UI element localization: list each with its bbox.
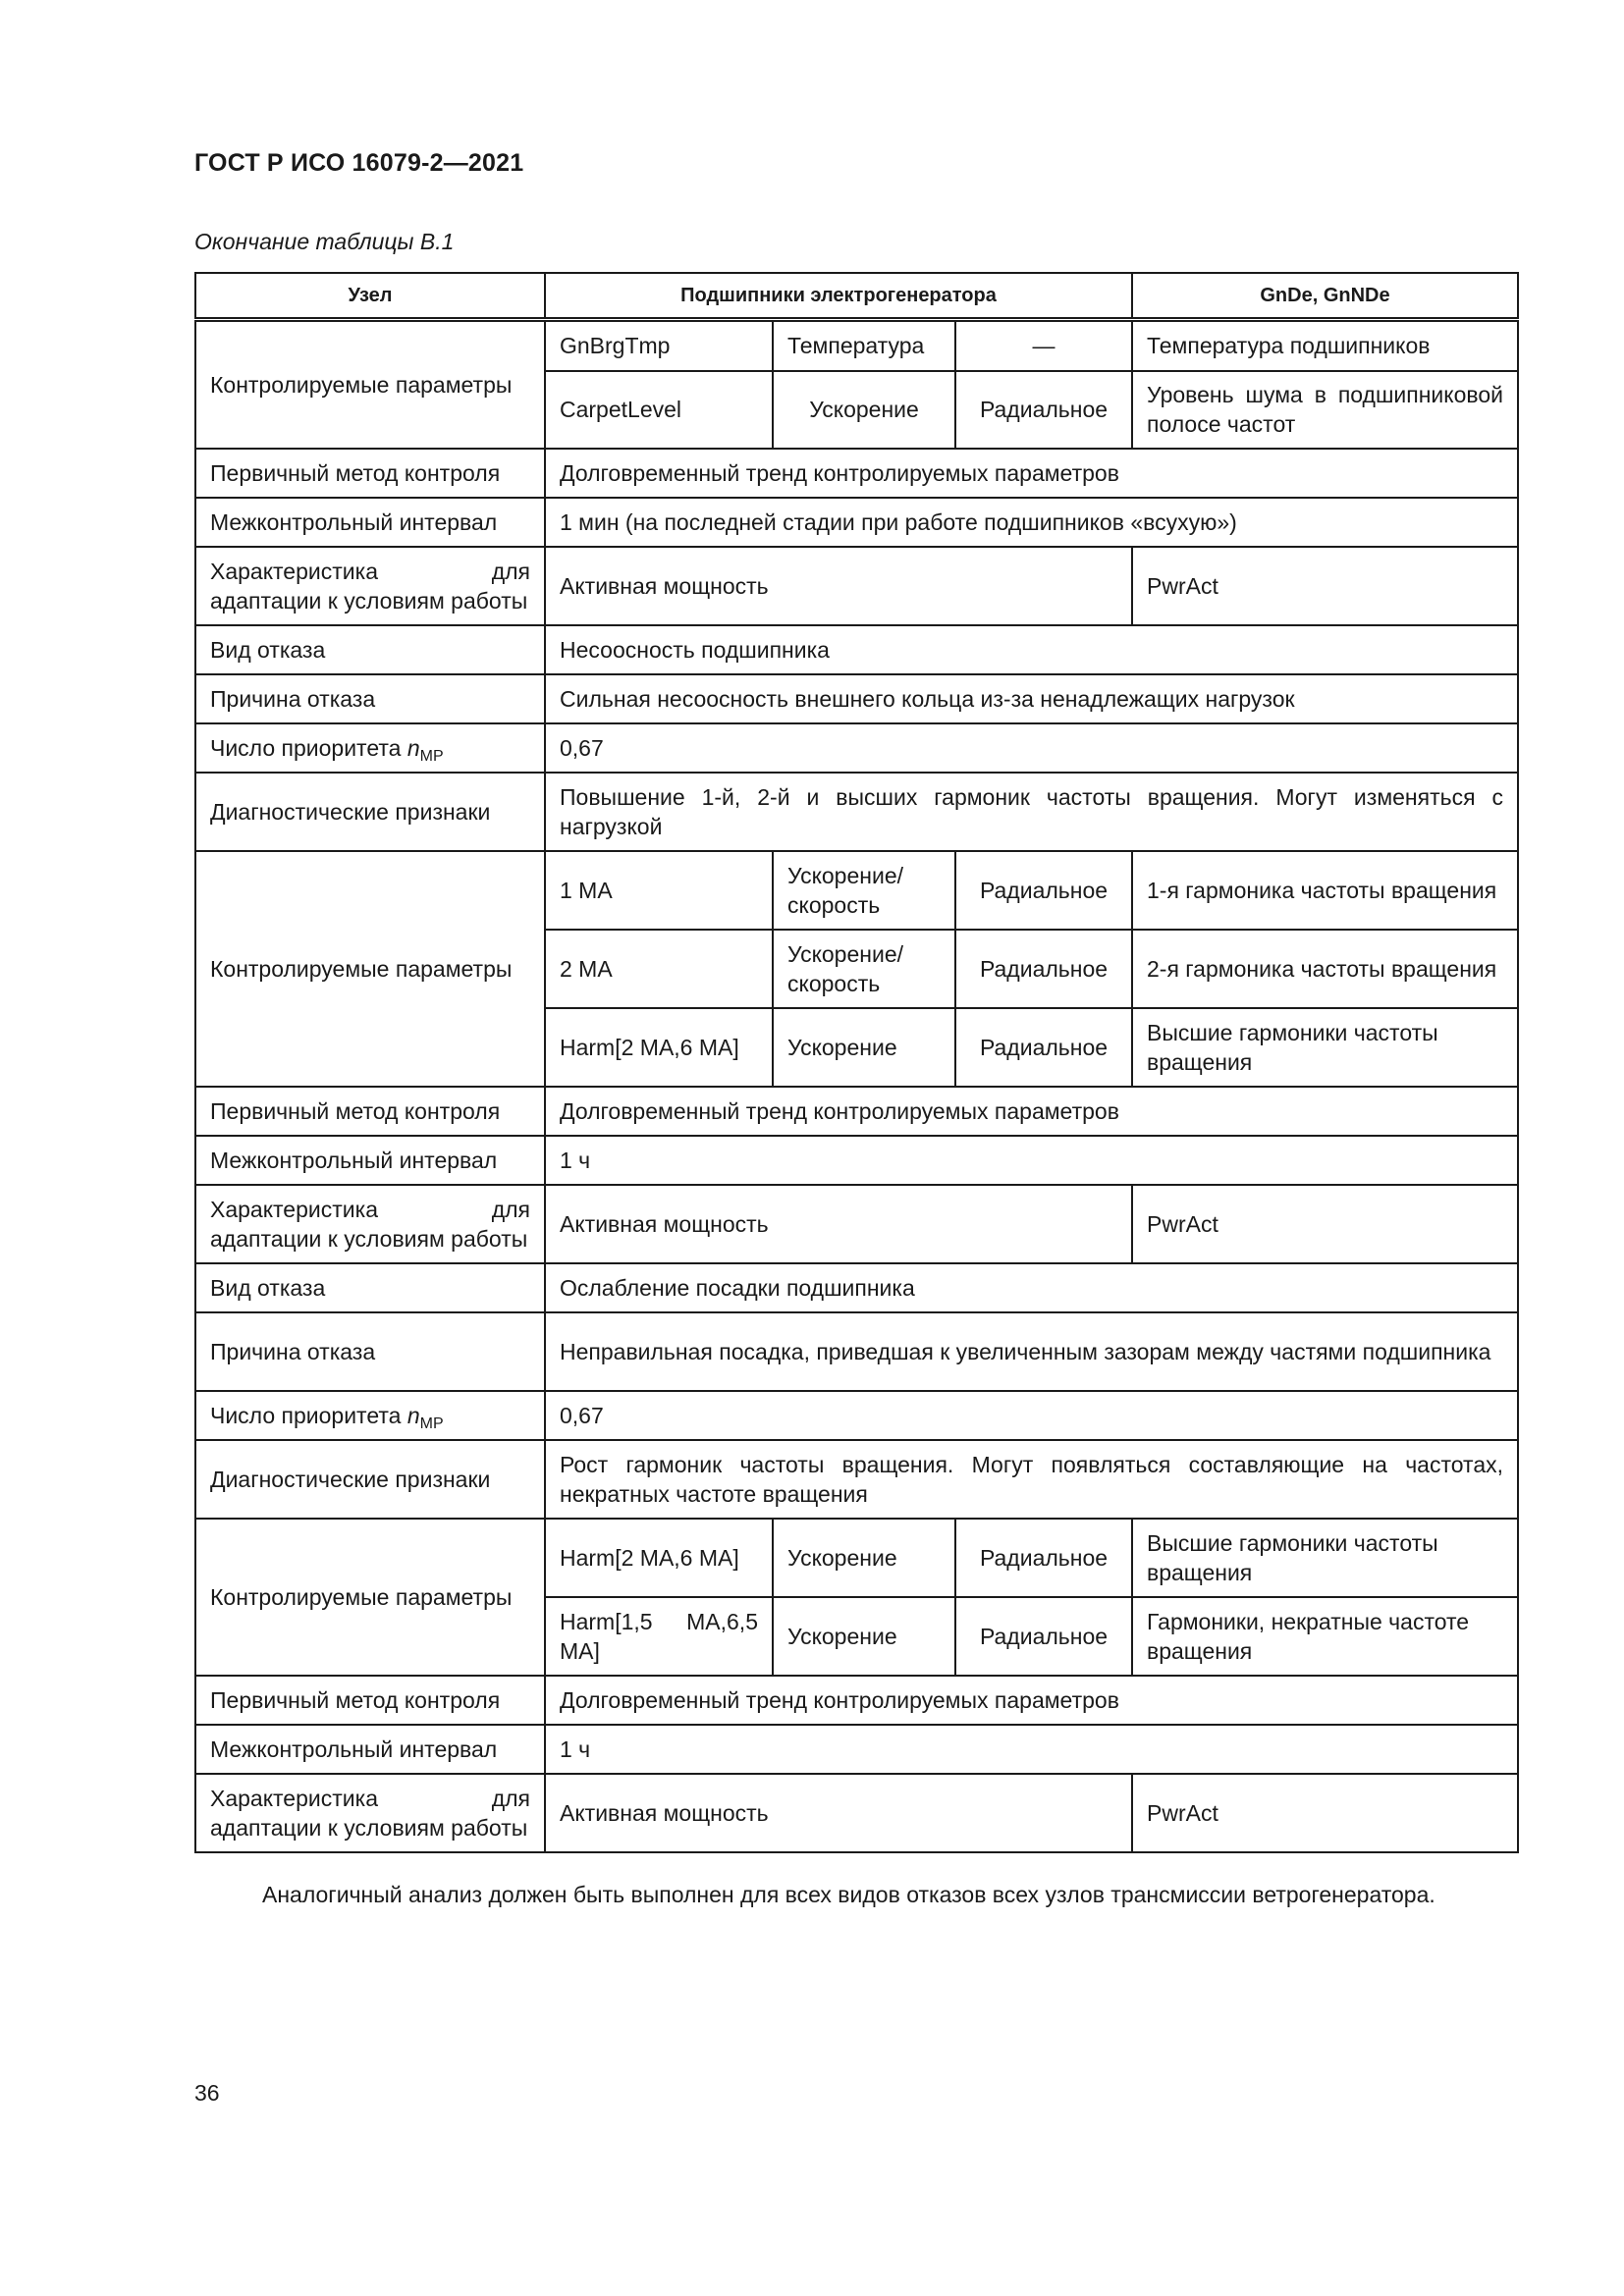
priority-value: 0,67 bbox=[545, 723, 1518, 773]
table-row bbox=[195, 1440, 1518, 1519]
header-codes: GnDe, GnNDe bbox=[1132, 273, 1518, 320]
table-row bbox=[195, 1676, 1518, 1725]
param-desc: Уровень шума в подшипниковой полосе частот bbox=[1132, 371, 1518, 449]
param-desc: 1-я гармоника частоты вращения bbox=[1132, 851, 1518, 930]
document-title: ГОСТ Р ИСО 16079-2—2021 bbox=[194, 149, 524, 177]
label-interval: Межконтрольный интервал bbox=[195, 1136, 545, 1185]
adaptation-value: Активная мощность bbox=[545, 547, 1132, 625]
failure-mode-value: Несоосность подшипника bbox=[545, 625, 1518, 674]
header-bearings: Подшипники электрогенератора bbox=[545, 273, 1132, 320]
label-failure-mode: Вид отказа bbox=[195, 1263, 545, 1312]
table-row bbox=[195, 674, 1518, 723]
table-row bbox=[195, 1391, 1518, 1440]
label-interval: Межконтрольный интервал bbox=[195, 1725, 545, 1774]
failure-mode-value: Ослабление посадки подшипника bbox=[545, 1263, 1518, 1312]
priority-label-text: Число приоритета bbox=[210, 1402, 407, 1428]
table-caption: Окончание таблицы B.1 bbox=[194, 229, 455, 254]
label-adaptation: Характеристика для адаптации к условиям работы bbox=[195, 1774, 545, 1852]
param-desc: 2-я гармоника частоты вращения bbox=[1132, 930, 1518, 1008]
label-diag-signs: Диагностические признаки bbox=[195, 773, 545, 851]
param-type: Ускорение/ скорость bbox=[773, 851, 955, 930]
param-type: Ускорение bbox=[773, 1008, 955, 1087]
label-priority bbox=[195, 723, 545, 773]
priority-label-text: Число приоритета bbox=[210, 734, 407, 761]
table-row bbox=[195, 723, 1518, 773]
priority-value: 0,67 bbox=[545, 1391, 1518, 1440]
label-priority bbox=[195, 1391, 545, 1440]
param-direction: Радиальное bbox=[955, 851, 1132, 930]
param-desc: Высшие гармоники частоты вращения bbox=[1132, 1008, 1518, 1087]
param-desc: Гармоники, некратные частоте вращения bbox=[1132, 1597, 1518, 1676]
primary-method-value: Долговременный тренд контролируемых параметров bbox=[545, 1676, 1518, 1725]
adaptation-value: Активная мощность bbox=[545, 1185, 1132, 1263]
table-row bbox=[195, 1725, 1518, 1774]
label-primary-method: Первичный метод контроля bbox=[195, 449, 545, 498]
closing-note: Аналогичный анализ должен быть выполнен для всех видов отказов всех узлов трансмиссии ветрогенератора. bbox=[262, 1882, 1435, 1907]
param-direction: Радиальное bbox=[955, 1597, 1132, 1676]
adaptation-code: PwrAct bbox=[1132, 1774, 1518, 1852]
adaptation-code: PwrAct bbox=[1132, 547, 1518, 625]
param-type: Температура bbox=[773, 320, 955, 371]
param-direction: Радиальное bbox=[955, 371, 1132, 449]
interval-value: 1 ч bbox=[545, 1725, 1518, 1774]
table-row bbox=[195, 1087, 1518, 1136]
table-row bbox=[195, 773, 1518, 851]
priority-subscript: MP bbox=[419, 747, 444, 765]
param-direction: — bbox=[955, 320, 1132, 371]
label-diag-signs: Диагностические признаки bbox=[195, 1440, 545, 1519]
param-direction: Радиальное bbox=[955, 1008, 1132, 1087]
param-code: CarpetLevel bbox=[545, 371, 773, 449]
label-interval: Межконтрольный интервал bbox=[195, 498, 545, 547]
table-row bbox=[195, 851, 1518, 930]
table-row bbox=[195, 1774, 1518, 1852]
param-direction: Радиальное bbox=[955, 1519, 1132, 1597]
param-type: Ускорение bbox=[773, 371, 955, 449]
param-desc: Температура подшипников bbox=[1132, 320, 1518, 371]
interval-value: 1 ч bbox=[545, 1136, 1518, 1185]
param-code: 1 MA bbox=[545, 851, 773, 930]
label-failure-cause: Причина отказа bbox=[195, 1312, 545, 1391]
primary-method-value: Долговременный тренд контролируемых параметров bbox=[545, 449, 1518, 498]
table-row bbox=[195, 1136, 1518, 1185]
label-primary-method: Первичный метод контроля bbox=[195, 1676, 545, 1725]
priority-n-symbol: n bbox=[406, 1402, 420, 1428]
adaptation-value: Активная мощность bbox=[545, 1774, 1132, 1852]
label-primary-method: Первичный метод контроля bbox=[195, 1087, 545, 1136]
label-failure-mode: Вид отказа bbox=[195, 625, 545, 674]
table-row bbox=[195, 1185, 1518, 1263]
label-controlled-params: Контролируемые параметры bbox=[195, 320, 545, 449]
param-type: Ускорение bbox=[773, 1597, 955, 1676]
adaptation-code: PwrAct bbox=[1132, 1185, 1518, 1263]
table-row bbox=[195, 1312, 1518, 1391]
label-controlled-params: Контролируемые параметры bbox=[195, 851, 545, 1087]
primary-method-value: Долговременный тренд контролируемых параметров bbox=[545, 1087, 1518, 1136]
table-row bbox=[195, 547, 1518, 625]
interval-value: 1 мин (на последней стадии при работе подшипников «всухую») bbox=[545, 498, 1518, 547]
table-row bbox=[195, 1263, 1518, 1312]
label-controlled-params: Контролируемые параметры bbox=[195, 1519, 545, 1676]
priority-subscript: MP bbox=[419, 1415, 444, 1432]
param-code: Harm[2 MA,6 MA] bbox=[545, 1008, 773, 1087]
label-failure-cause: Причина отказа bbox=[195, 674, 545, 723]
priority-n-symbol: n bbox=[406, 734, 420, 761]
header-node: Узел bbox=[195, 273, 545, 320]
param-code: 2 MA bbox=[545, 930, 773, 1008]
param-direction: Радиальное bbox=[955, 930, 1132, 1008]
table-row bbox=[195, 625, 1518, 674]
param-desc: Высшие гармоники частоты вращения bbox=[1132, 1519, 1518, 1597]
param-type: Ускорение bbox=[773, 1519, 955, 1597]
failure-cause-value: Неправильная посадка, приведшая к увеличенным зазорам между частями подшипника bbox=[545, 1312, 1518, 1391]
table-header-row bbox=[195, 273, 1518, 320]
param-code: Harm[2 MA,6 MA] bbox=[545, 1519, 773, 1597]
table-b1 bbox=[194, 272, 1519, 1853]
label-adaptation: Характеристика для адаптации к условиям работы bbox=[195, 547, 545, 625]
label-adaptation: Характеристика для адаптации к условиям работы bbox=[195, 1185, 545, 1263]
table-row bbox=[195, 1519, 1518, 1597]
param-code: Harm[1,5 MA,6,5 MA] bbox=[545, 1597, 773, 1676]
param-code: GnBrgTmp bbox=[545, 320, 773, 371]
table-row bbox=[195, 498, 1518, 547]
diag-signs-value: Повышение 1-й, 2-й и высших гармоник частоты вращения. Могут изменяться с нагрузкой bbox=[545, 773, 1518, 851]
diag-signs-value: Рост гармоник частоты вращения. Могут появляться составляющие на частотах, некратных частоте вращения bbox=[545, 1440, 1518, 1519]
param-type: Ускорение/ скорость bbox=[773, 930, 955, 1008]
failure-cause-value: Сильная несоосность внешнего кольца из-за ненадлежащих нагрузок bbox=[545, 674, 1518, 723]
table-row bbox=[195, 449, 1518, 498]
page-number: 36 bbox=[194, 2080, 220, 2106]
table-row bbox=[195, 320, 1518, 371]
